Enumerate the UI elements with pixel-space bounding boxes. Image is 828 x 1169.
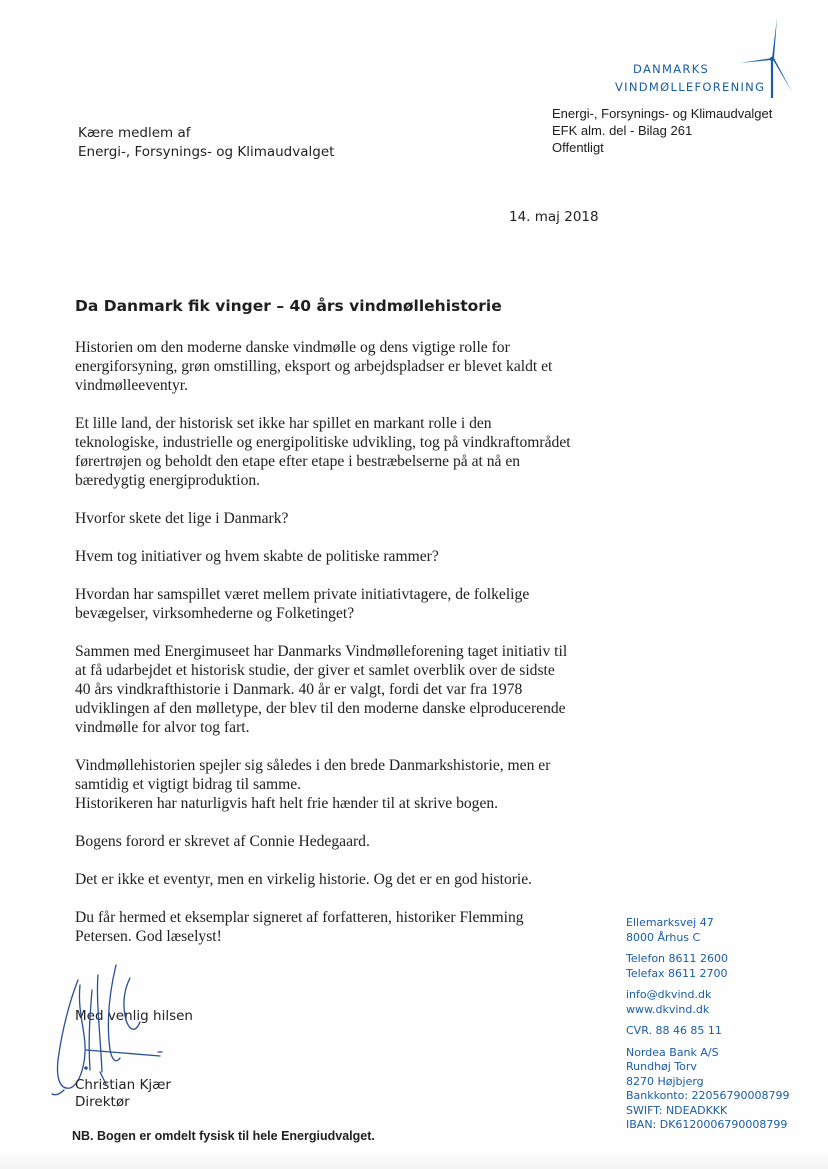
stamp-reference: EFK alm. del - Bilag 261 bbox=[552, 123, 693, 138]
signer-role: Direktør bbox=[75, 1094, 130, 1110]
bank-city: 8270 Højbjerg bbox=[626, 1074, 704, 1088]
logo-text-line2: VINDMØLLEFORENING bbox=[615, 80, 766, 94]
address-group bbox=[626, 916, 790, 945]
contact-block bbox=[626, 916, 790, 1133]
paragraph: Hvorfor skete det lige i Danmark? bbox=[75, 510, 289, 527]
recipient-block bbox=[78, 124, 334, 162]
paragraph: Bogens forord er skrevet af Connie Hedegaard. bbox=[75, 833, 370, 850]
swift-code: SWIFT: NDEADKKK bbox=[626, 1103, 728, 1117]
bank-account: Bankkonto: 22056790008799 bbox=[626, 1089, 790, 1102]
email-link: info@dkvind.dk bbox=[626, 988, 712, 1001]
phone-group bbox=[626, 952, 790, 981]
paragraph: Du får hermed et eksemplar signeret af forfatteren, historiker Flemming Petersen. God læselyst! bbox=[75, 909, 524, 945]
fax-number: Telefax 8611 2700 bbox=[626, 966, 728, 980]
paragraph: Det er ikke et eventyr, men en virkelig historie. Og det er en god historie. bbox=[75, 871, 533, 888]
paragraph: Sammen med Energimuseet har Danmarks Vindmølleforening taget initiativ til at få udarbejdet et historisk studie, der giver et samlet overblik over de sidste 40 års vindkrafthistorie i Danmark. 40 år er valgt, fordi det var fra 1978 udviklingen af den mølletype, der blev til den moderne danske elproducerende vindmølle for alvor tog fart. bbox=[75, 643, 568, 736]
bank-group bbox=[626, 1046, 790, 1133]
iban-code: IBAN: DK6120006790008799 bbox=[626, 1118, 788, 1131]
signer-name: Christian Kjær bbox=[75, 1077, 171, 1093]
recipient-line2: Energi-, Forsynings- og Klimaudvalget bbox=[78, 144, 335, 160]
closing-phrase: Med venlig hilsen bbox=[75, 1008, 193, 1024]
cvr-group bbox=[626, 1024, 790, 1039]
logo-text-line1: DANMARKS bbox=[633, 62, 710, 76]
letter-body bbox=[75, 338, 635, 946]
bank-name: Nordea Bank A/S bbox=[626, 1045, 719, 1059]
web-group bbox=[626, 988, 790, 1017]
signer-block bbox=[75, 1077, 171, 1111]
address-street: Ellemarksvej 47 bbox=[626, 916, 714, 929]
paragraph: Vindmøllehistorien spejler sig således i den brede Danmarkshistorie, men er samtidig et vigtigt bidrag til samme. Historikeren har naturligvis haft helt frie hænder til at skrive bogen. bbox=[75, 757, 551, 812]
letter-title: Da Danmark fik vinger – 40 års vindmøllehistorie bbox=[75, 297, 502, 315]
stamp-status: Offentligt bbox=[552, 140, 604, 155]
registry-stamp bbox=[552, 105, 772, 156]
paragraph: Et lille land, der historisk set ikke har spillet en markant rolle i den teknologiske, industrielle og energipolitiske udvikling, tog på vindkraftområdet førertrøjen og beholdt den etape efter etape i bestræbelserne på at nå en bæredygtig energiproduktion. bbox=[75, 415, 571, 489]
bank-street: Rundhøj Torv bbox=[626, 1060, 697, 1073]
scan-edge bbox=[0, 1152, 828, 1169]
paragraph: Historien om den moderne danske vindmølle og dens vigtige rolle for energiforsyning, grøn omstilling, eksport og arbejdspladser er blevet kaldt et vindmølleeventyr. bbox=[75, 339, 553, 394]
letter-date: 14. maj 2018 bbox=[509, 209, 599, 225]
phone-number: Telefon 8611 2600 bbox=[626, 952, 728, 965]
stamp-committee: Energi-, Forsynings- og Klimaudvalget bbox=[552, 106, 773, 121]
distribution-note: NB. Bogen er omdelt fysisk til hele Energiudvalget. bbox=[72, 1129, 375, 1143]
recipient-line1: Kære medlem af bbox=[78, 125, 191, 141]
paragraph: Hvordan har samspillet været mellem private initiativtagere, de folkelige bevægelser, virksomhederne og Folketinget? bbox=[75, 586, 530, 622]
website-link: www.dkvind.dk bbox=[626, 1002, 710, 1016]
cvr-number: CVR. 88 46 85 11 bbox=[626, 1024, 722, 1037]
organization-logo bbox=[600, 18, 820, 98]
paragraph: Hvem tog initiativer og hvem skabte de politiske rammer? bbox=[75, 548, 439, 565]
address-city: 8000 Århus C bbox=[626, 930, 701, 944]
